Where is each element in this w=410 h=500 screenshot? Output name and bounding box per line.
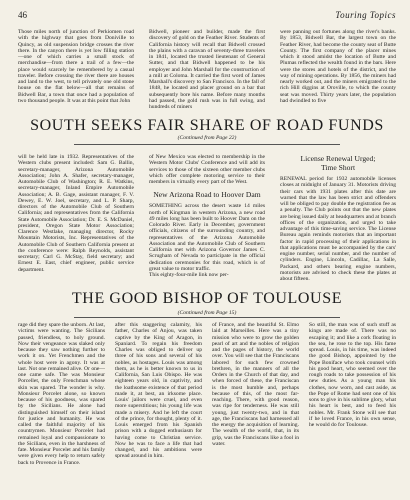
article-title-bishop: THE GOOD BISHOP OF TOULOUSE bbox=[71, 290, 343, 307]
page-header bbox=[18, 10, 396, 24]
license-title-line-2: Time Short bbox=[320, 163, 356, 172]
bishop-text-2: after this staggering calamity, his father, Charles of Anjou, was taken captive by the King of Aragon, in Spaniard. To regain his freedom Charles was obliged to deliver up three of his sons and several of his nobles, as hostages. Louis was among them, as he is better known to us in California, San Luis Obispo. He was eighteen years old, in captivity, and the loathsome existence of that period made it, at best, an irksome place. Louis' jailors were cruel, and even more superstitious; his young life was made a misery. And he left the court of the prince, for thought, plenty of it. Louis emerged from his Spanish prison with a dogged enthusiasm for having come to Christian service. Now he was to face a life that had changed, and his ambitions were spread around in him. bbox=[115, 322, 202, 460]
intro-column-2 bbox=[149, 29, 265, 115]
article-title-road-funds: SOUTH SEEKS FAIR SHARE OF ROAD FUNDS bbox=[30, 117, 384, 134]
magazine-title: Touring Topics bbox=[335, 10, 396, 20]
divider bbox=[74, 144, 340, 145]
continued-note-2: (Continued from Page 15) bbox=[177, 310, 237, 316]
arizona-road-tail: This eighty-four-mile link now per- bbox=[149, 272, 229, 278]
intro-column-3 bbox=[280, 29, 396, 115]
bishop-column-1 bbox=[18, 322, 105, 500]
bishop-column-3 bbox=[212, 322, 299, 500]
divider bbox=[74, 317, 340, 318]
road-funds-column-1 bbox=[18, 154, 134, 274]
continued-note-1: (Continued from Page 22) bbox=[177, 135, 237, 141]
subhead-new-arizona-road: New Arizona Road to Hoover Dam bbox=[153, 190, 261, 200]
intro-text-1: Those miles north of junction of Perkiomen road with the highway that goes from Doniville to Quincy, as old suspension bridge crosses the river there. In the canyon there is yet low filling station—one of which carries a small stock of merchandise—from there a trail of a few—the place would scarcely be remembered by a casual traveler. Before crossing the river there are houses and land to the west, to tell privately one old stone house on the flat below—all that remains of Bidwell Bar, a town that once had a population of two thousand people. It was at this point that John bbox=[18, 29, 134, 104]
intro-text-3: were panning out fortunes along the river's banks. By 1853, Bidwell Bar, the largest town on the Feather River, had become the county seat of Butte County. The first company of the placer mines which it stood amidst the location of Butte and Plumas reflected the wealth found in the bars. Here were the stores and hotels of the district, and the way of mining operations. By 1856, the miners had nearly worked out, and the miners emigrated to the rich Hill diggins at Oroville, to which the county seat was moved. Thirty years later, the population had dwindled to five bbox=[280, 29, 396, 104]
magazine-page bbox=[18, 0, 396, 500]
subhead-license-renewal bbox=[280, 154, 396, 172]
road-funds-column-3 bbox=[280, 154, 396, 282]
license-title-line-1: License Renewal Urged; bbox=[300, 154, 376, 163]
intro-column-1 bbox=[18, 29, 134, 115]
arizona-road-text: SOMETHING across the desert waste 14 miles north of Kingman in western Arizona, a new road 49 miles long has been built to Hoover Dam on the Colorado River. Early in December, government officials, citizens of the surrounding country, and representatives of the Arizona Automobile Association and the Automobile Club of Southern California met with Arizona Governor James C. Scrugham of Nevada to participate in the official dedication ceremonies for this road, which is of great value to motor traffic. bbox=[149, 203, 265, 272]
road-funds-text-1: will be held late in 1932. Representatives of the Western clubs present included: Sam G. Ballin, secretary-manager, Arizona Automobile Association; John A. Shafer, secretary-manager, Automobile Club of Washington; R. E. Watkins, secretary-manager, Inland Empire Automobile Association; A. B. Gage, assistant manager, F. V. Dewey, E. W. Joel, secretary, and L. P. Sharp, directors of the Automobile Club of Southern California; and representatives from the California State Automobile Association; Dr. E. S. McDaniel, president, Oregon State Motor Association; Clarence Westlake, managing director, Rocky Mountain Motorists, Inc. Representatives of the Automobile Club of Southern California present at the conference were: Ralph Reynolds, assistant secretary; Carl G. McStay, field secretary; and Ernest E. East, chief engineer, public service department. bbox=[18, 154, 134, 273]
license-renewal-text: RENEWAL period for 1932 automobile licenses closes at midnight of January 31. Motorists driving their cars with 1931 plates after this date are warned that the law has been strict and offenders will be obliged to pay double the registration fee as a penalty. The Club points out that the new plates are being issued daily at headquarters and at branch offices of the organization, and urged to take advantage of this time-saving service. The License Bureau again reminds motorists that an important factor in rapid processing of their applications in that applications must be accompanied by the cars' engine number, serial number, and the number of cylinders. Engine, Lincoln, Cadillac, La Salle, Packard, and others bearing engine numbers, motorists are advised to check these the plates at about fifteen. bbox=[280, 176, 396, 282]
intro-text-2: Bidwell, pioneer and builder, made the first discovery of gold on the Feather River. Students of California history will recall that Bidwell crossed the plains with a caravan of seventy-three travelers in 1841, located the trusted lieutenant of General Sutter, and that Bidwell happened to be his employer and John Marshall for the construction of a mill at Coloma. It carried the first word of James Marshall's discovery to San Francisco. In the fall of 1848, he located and placer ground on a bar that subsequently bore his name. Before many months had passed, the gold rush was in full swing, and hundreds of miners bbox=[149, 29, 265, 110]
bishop-column-2 bbox=[115, 322, 202, 500]
bishop-text-3: of France, and the beautiful St. Elmo laid at Marseilles. Here was a tiny mission who were to grow the golden pearl of art and the nobles of religion and the pages of history, the world over. You will see that the Franciscans labored for such few crowned brethren, in the manners of all the Orders in the Church of that day, and when forced of these, the Franciscan is the most humble and, perhaps because of this, of the most far-reaching. There, with good reason, was ripe for tenderness. He was still young, just twenty-two, and in that age, the Franciscans had harnessed all the energy the acquisition of learning. The wealth of the world, that, in its grip, was the Franciscans like a fool in water. bbox=[212, 322, 299, 447]
bishop-column-4 bbox=[309, 322, 396, 500]
road-funds-column-2 bbox=[149, 154, 265, 278]
bishop-text-4: So still, the man was of such stuff as kings are made of. There was no escaping it; and like a cork floating in the sea, he rose to the top. His fame spread. Louis, in his time, was indeed the good Bishop, appointed by the Pope Boniface who took counsel with his good heart, who seemed over the rough roads to take possession of his new duties. As a young man his clothes, now worn, and cast aside, as the Pope of Rome had sent one of his sons to give in his sublime glory, what his heart is best, and to feed his nobles. Mr. Frank Stone will see that if he loved France, in his own sense, he would do for Toulouse. bbox=[309, 322, 396, 428]
bishop-text-1: rage did they spare the unborn. At last, victims were wanting. The Sicilians passed, friendless, to holy ground. Now their vengeance was slaked only because they saw nothing further to work it on. Yet Frenchmen and the whole host were in agony. It was at last. Not one remained alive. Or one—one came safe. The was Monsieur Porcellet, the only Frenchman whose skin was spared. The wonder is why. Monsieur Porcelet alone, so known because of his goodness, was spared by the Sicilians. He alone had distinguished himself on their island for justice and humanity. He was called the faithful majority of his countrymen. Monsieur Porcelet had remained loyal and compassionate to the Sicilians, even in the harshness of fate. Monsieur Porcelet and his family were given every help to return safely back to Provence in France. bbox=[18, 322, 105, 466]
road-funds-text-2: of New Mexico was elected to membership in the Western Motor Clubs' Conference and will add its services to those of the sixteen other member clubs which offer complete motoring service to their members in virtually every part of the West. bbox=[149, 154, 265, 185]
page-number: 46 bbox=[18, 10, 27, 20]
